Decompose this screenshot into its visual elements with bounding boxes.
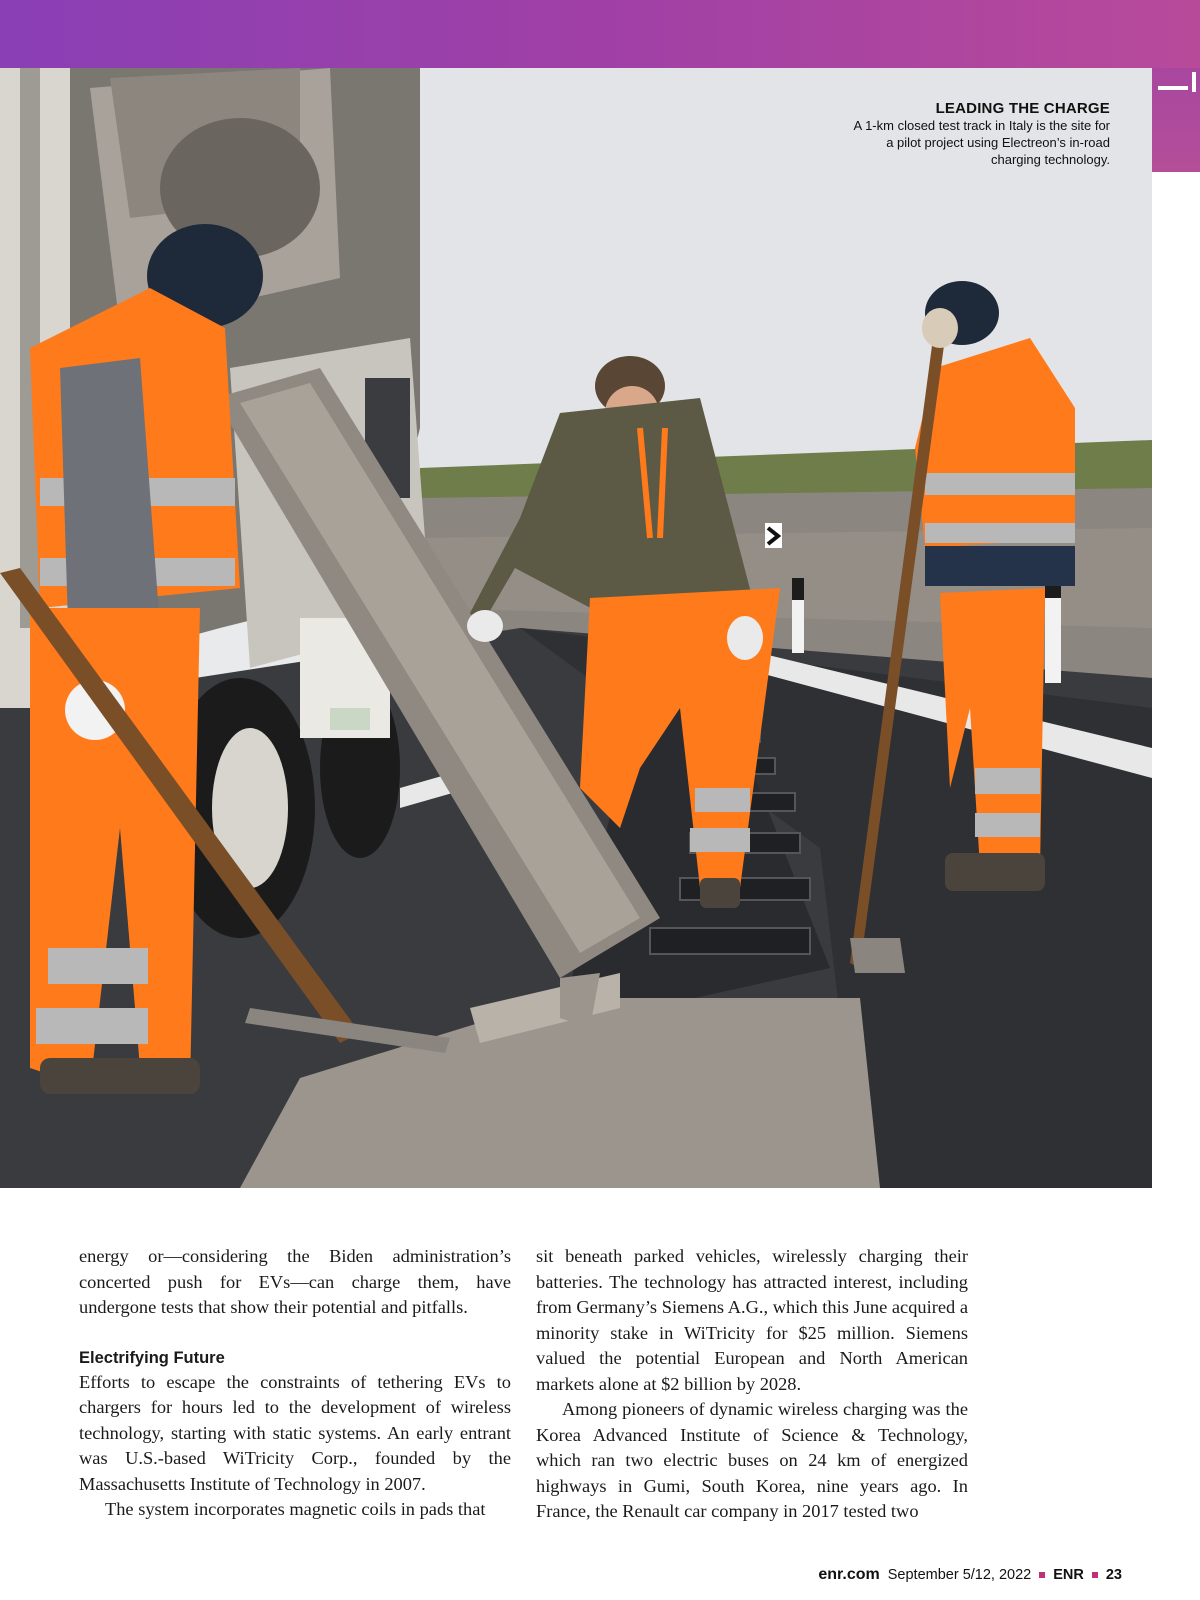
section-tab: [1152, 68, 1200, 172]
paragraph: sit beneath parked vehicles, wirelessly charging their batteries. The technology has attracted interest, including from Germany’s Siemens A.G., which this June acquired a minority stake in WiTricity for $25 million. Siemens valued the potential European and North American markets alone at $2 billion by 2028.: [536, 1246, 968, 1394]
footer-separator-icon: [1039, 1572, 1045, 1578]
article-column-left: [79, 1244, 511, 1523]
photo-illustration: [0, 68, 1152, 1188]
page-number: 23: [1105, 1567, 1122, 1583]
footer-separator-icon: [1092, 1572, 1098, 1578]
footer-site: enr.com: [818, 1566, 880, 1583]
subheading: Electrifying Future: [79, 1348, 225, 1367]
footer-brand: ENR: [1053, 1567, 1084, 1583]
page-footer: [818, 1566, 1122, 1584]
article-column-right: [536, 1244, 968, 1525]
caption-text: A 1-km closed test track in Italy is the site for a pilot project using Electreon’s in-road charging technology.: [853, 118, 1110, 167]
tab-mark-vertical: [1192, 72, 1196, 92]
caption-title: LEADING THE CHARGE: [935, 100, 1110, 117]
paragraph: Efforts to escape the constraints of tethering EVs to chargers for hours led to the development of wireless technology, starting with static systems. An early entrant was U.S.-based WiTricity Corp., founded by the Massachusetts Institute of Technology in 2007.: [79, 1371, 511, 1494]
tab-mark: [1158, 86, 1188, 90]
paragraph: The system incorporates magnetic coils in pads that: [105, 1499, 486, 1519]
photo-caption: [850, 100, 1110, 168]
header-color-band: [0, 0, 1200, 68]
paragraph: Among pioneers of dynamic wireless charging was the Korea Advanced Institute of Science & Technology, which ran two electric buses on 24 km of energized highways in Gumi, South Korea, nine years ago. In France, the Renault car company in 2017 tested two: [536, 1399, 968, 1521]
footer-date: September 5/12, 2022: [887, 1567, 1032, 1583]
paragraph-intro: energy or—considering the Biden administration’s concerted push for EVs—can charge them, have undergone tests that show their potential and pitfalls.: [79, 1246, 511, 1317]
feature-photo: [0, 68, 1152, 1188]
